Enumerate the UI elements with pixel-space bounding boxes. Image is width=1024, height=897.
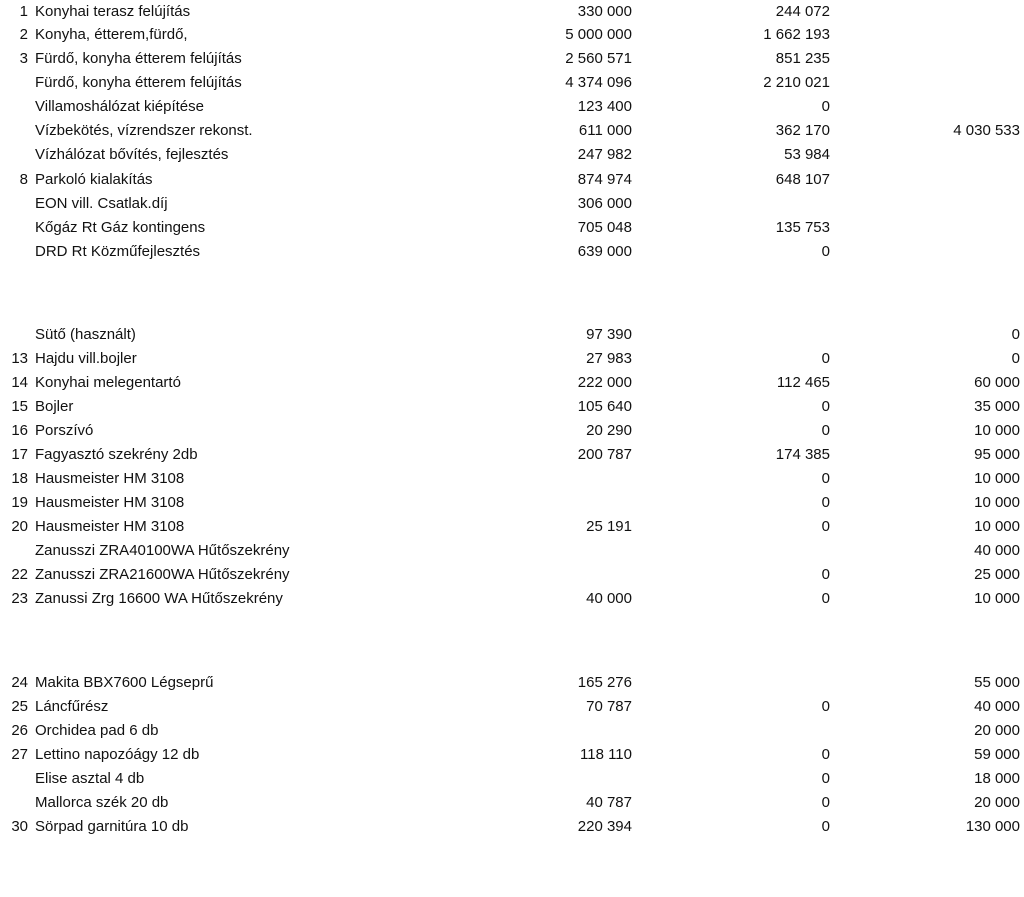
value-col-1: 5 000 000	[565, 26, 632, 43]
value-col-2: 0	[821, 350, 830, 367]
value-col-2: 0	[821, 698, 830, 715]
value-col-3: 10 000	[974, 494, 1020, 511]
item-name: Mallorca szék 20 db	[35, 794, 169, 811]
table-row	[0, 419, 1024, 443]
table-row	[0, 491, 1024, 515]
value-col-1: 247 982	[577, 146, 632, 163]
value-col-1: 222 000	[577, 374, 632, 391]
value-col-3: 35 000	[974, 398, 1020, 415]
table-row	[0, 119, 1024, 143]
table-row	[0, 695, 1024, 719]
value-col-3: 4 030 533	[953, 122, 1020, 139]
value-col-1: 27 983	[586, 350, 632, 367]
table-row	[0, 71, 1024, 95]
value-col-3: 10 000	[974, 590, 1020, 607]
value-col-3: 20 000	[974, 794, 1020, 811]
value-col-2: 0	[821, 518, 830, 535]
table-row	[0, 443, 1024, 467]
item-name: Makita BBX7600 Légseprű	[35, 674, 214, 691]
value-col-3: 130 000	[965, 818, 1020, 835]
value-col-1: 123 400	[577, 98, 632, 115]
item-name: EON vill. Csatlak.díj	[35, 195, 168, 212]
value-col-2: 362 170	[775, 122, 830, 139]
value-col-1: 874 974	[577, 171, 632, 188]
table-row	[0, 168, 1024, 192]
value-col-2: 0	[821, 794, 830, 811]
item-name: Zanusszi ZRA40100WA Hűtőszekrény	[35, 542, 290, 559]
value-col-3: 40 000	[974, 698, 1020, 715]
value-col-2: 0	[821, 818, 830, 835]
value-col-1: 220 394	[577, 818, 632, 835]
item-name: Bojler	[35, 398, 74, 415]
item-name: Hausmeister HM 3108	[35, 470, 185, 487]
value-col-1: 639 000	[577, 243, 632, 260]
item-name: Konyhai terasz felújítás	[35, 3, 191, 20]
item-name: Hausmeister HM 3108	[35, 518, 185, 535]
table-row	[0, 323, 1024, 347]
row-number: 14	[11, 374, 28, 391]
value-col-2: 648 107	[775, 171, 830, 188]
value-col-1: 40 787	[586, 794, 632, 811]
item-name: Hausmeister HM 3108	[35, 494, 185, 511]
table-row	[0, 95, 1024, 119]
item-name: Parkoló kialakítás	[35, 171, 153, 188]
value-col-1: 4 374 096	[565, 74, 632, 91]
item-name: Porszívó	[35, 422, 94, 439]
value-col-1: 25 191	[586, 518, 632, 535]
table-row	[0, 791, 1024, 815]
item-name: Fürdő, konyha étterem felújítás	[35, 74, 242, 91]
item-name: Vízhálózat bővítés, fejlesztés	[35, 146, 229, 163]
item-name: Elise asztal 4 db	[35, 770, 145, 787]
table-row	[0, 0, 1024, 24]
value-col-2: 174 385	[775, 446, 830, 463]
value-col-1: 118 110	[580, 746, 632, 763]
value-col-1: 330 000	[577, 3, 632, 20]
row-number: 23	[11, 590, 28, 607]
row-number: 27	[11, 746, 28, 763]
value-col-1: 105 640	[577, 398, 632, 415]
row-number: 30	[11, 818, 28, 835]
value-col-1: 200 787	[577, 446, 632, 463]
item-name: Konyha, étterem,fürdő,	[35, 26, 188, 43]
item-name: Konyhai melegentartó	[35, 374, 181, 391]
table-row	[0, 47, 1024, 71]
item-name: Zanussi Zrg 16600 WA Hűtőszekrény	[35, 590, 283, 607]
row-number: 8	[19, 171, 28, 188]
value-col-3: 59 000	[974, 746, 1020, 763]
table-row	[0, 395, 1024, 419]
value-col-2: 1 662 193	[763, 26, 830, 43]
value-col-1: 70 787	[586, 698, 632, 715]
item-name: Lettino napozóágy 12 db	[35, 746, 200, 763]
table-row	[0, 371, 1024, 395]
value-col-2: 53 984	[784, 146, 830, 163]
table-row	[0, 143, 1024, 167]
value-col-2: 0	[821, 398, 830, 415]
table-row	[0, 563, 1024, 587]
value-col-1: 2 560 571	[565, 50, 632, 67]
value-col-2: 244 072	[775, 3, 830, 20]
row-number: 20	[11, 518, 28, 535]
row-number: 2	[19, 26, 28, 43]
value-col-3: 20 000	[974, 722, 1020, 739]
item-name: Kőgáz Rt Gáz kontingens	[35, 219, 206, 236]
value-col-2: 112 465	[776, 374, 830, 391]
table-row	[0, 767, 1024, 791]
value-col-3: 40 000	[974, 542, 1020, 559]
table-row	[0, 815, 1024, 839]
item-name: Sütő (használt)	[35, 326, 136, 343]
row-number: 24	[11, 674, 28, 691]
value-col-1: 20 290	[586, 422, 632, 439]
table-row	[0, 347, 1024, 371]
table-row	[0, 467, 1024, 491]
value-col-3: 18 000	[974, 770, 1020, 787]
item-name: Vízbekötés, vízrendszer rekonst.	[35, 122, 253, 139]
value-col-2: 2 210 021	[763, 74, 830, 91]
row-number: 17	[11, 446, 28, 463]
table-row	[0, 515, 1024, 539]
value-col-2: 0	[821, 470, 830, 487]
value-col-3: 10 000	[974, 470, 1020, 487]
value-col-2: 0	[821, 566, 830, 583]
item-name: Hajdu vill.bojler	[35, 350, 137, 367]
value-col-3: 10 000	[974, 422, 1020, 439]
table-row	[0, 743, 1024, 767]
item-name: DRD Rt Közműfejlesztés	[35, 243, 201, 260]
value-col-3: 25 000	[974, 566, 1020, 583]
table-row	[0, 23, 1024, 47]
value-col-2: 851 235	[775, 50, 830, 67]
value-col-3: 0	[1011, 350, 1020, 367]
value-col-1: 97 390	[586, 326, 632, 343]
row-number: 3	[19, 50, 28, 67]
value-col-1: 40 000	[586, 590, 632, 607]
row-number: 16	[11, 422, 28, 439]
value-col-2: 0	[821, 746, 830, 763]
value-col-3: 55 000	[974, 674, 1020, 691]
value-col-2: 0	[821, 243, 830, 260]
value-col-3: 10 000	[974, 518, 1020, 535]
row-number: 18	[11, 470, 28, 487]
row-number: 26	[11, 722, 28, 739]
table-row	[0, 216, 1024, 240]
value-col-1: 611 000	[578, 122, 632, 139]
table-row	[0, 719, 1024, 743]
value-col-2: 135 753	[775, 219, 830, 236]
value-col-2: 0	[821, 494, 830, 511]
item-name: Fagyasztó szekrény 2db	[35, 446, 198, 463]
row-number: 25	[11, 698, 28, 715]
value-col-3: 60 000	[974, 374, 1020, 391]
item-name: Láncfűrész	[35, 698, 109, 715]
value-col-2: 0	[821, 770, 830, 787]
value-col-1: 306 000	[577, 195, 632, 212]
row-number: 13	[11, 350, 28, 367]
item-name: Villamoshálózat kiépítése	[35, 98, 204, 115]
item-name: Zanusszi ZRA21600WA Hűtőszekrény	[35, 566, 290, 583]
table-row	[0, 192, 1024, 216]
item-name: Orchidea pad 6 db	[35, 722, 159, 739]
table-row	[0, 671, 1024, 695]
value-col-2: 0	[821, 98, 830, 115]
value-col-1: 165 276	[577, 674, 632, 691]
row-number: 15	[11, 398, 28, 415]
value-col-1: 705 048	[577, 219, 632, 236]
row-number: 22	[11, 566, 28, 583]
item-name: Fürdő, konyha étterem felújítás	[35, 50, 242, 67]
value-col-3: 0	[1011, 326, 1020, 343]
row-number: 1	[19, 3, 28, 20]
table-row	[0, 587, 1024, 611]
row-number: 19	[11, 494, 28, 511]
value-col-2: 0	[821, 422, 830, 439]
value-col-2: 0	[821, 590, 830, 607]
item-name: Sörpad garnitúra 10 db	[35, 818, 189, 835]
table-row	[0, 539, 1024, 563]
table-row	[0, 240, 1024, 264]
value-col-3: 95 000	[974, 446, 1020, 463]
